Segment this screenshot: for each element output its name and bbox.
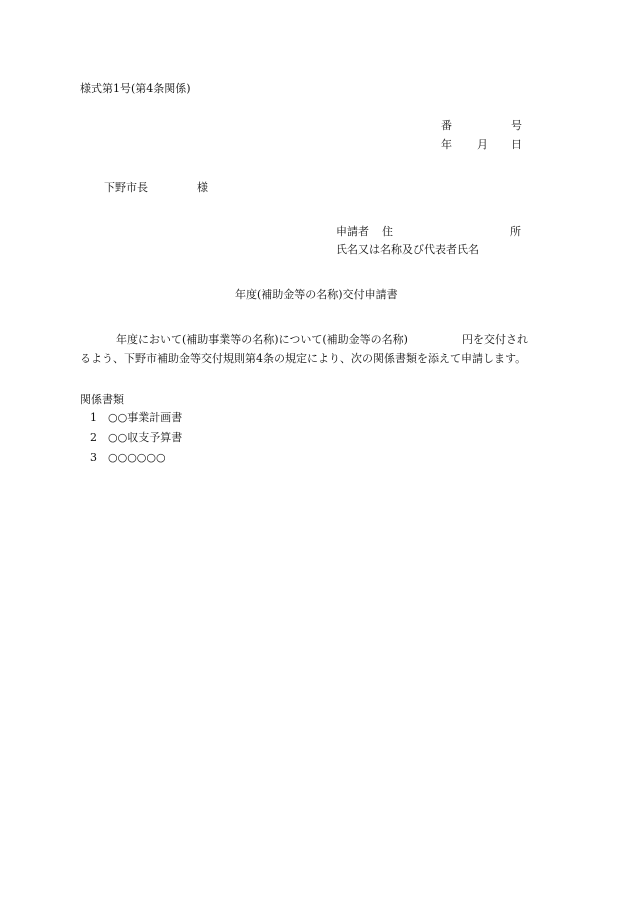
applicant-name-label: 氏名又は名称及び代表者氏名	[336, 243, 479, 256]
list-item-label: ○○○○○○	[108, 451, 166, 464]
document-title: 年度(補助金等の名称)交付申請書	[235, 288, 398, 301]
form-label: 様式第1号(第4条関係)	[80, 82, 191, 95]
number-label-go: 号	[511, 119, 522, 132]
list-item	[90, 412, 182, 432]
related-docs-heading: 関係書類	[80, 393, 124, 406]
list-item	[90, 432, 182, 452]
list-item-number: 2	[90, 431, 97, 444]
applicant-address-start: 住	[382, 225, 393, 238]
list-item	[90, 452, 182, 472]
related-docs-list	[90, 412, 182, 472]
addressee-honorific: 様	[197, 181, 208, 194]
applicant-label: 申請者	[336, 225, 369, 238]
body-line-1: 年度において(補助事業等の名称)について(補助金等の名称)	[116, 333, 408, 346]
list-item-label: ○○事業計画書	[108, 411, 183, 424]
applicant-address-end: 所	[510, 225, 521, 238]
addressee-name: 下野市長	[104, 181, 148, 194]
date-month-label: 月	[477, 138, 488, 151]
body-line-2: るよう、下野市補助金等交付規則第4条の規定により、次の関係書類を添えて申請します。	[80, 352, 527, 365]
list-item-number: 1	[90, 411, 97, 424]
date-day-label: 日	[511, 138, 522, 151]
number-label-ban: 番	[441, 119, 452, 132]
list-item-number: 3	[90, 451, 97, 464]
date-year-label: 年	[441, 138, 452, 151]
list-item-label: ○○収支予算書	[108, 431, 183, 444]
body-line-1-end: 円を交付され	[462, 333, 528, 346]
